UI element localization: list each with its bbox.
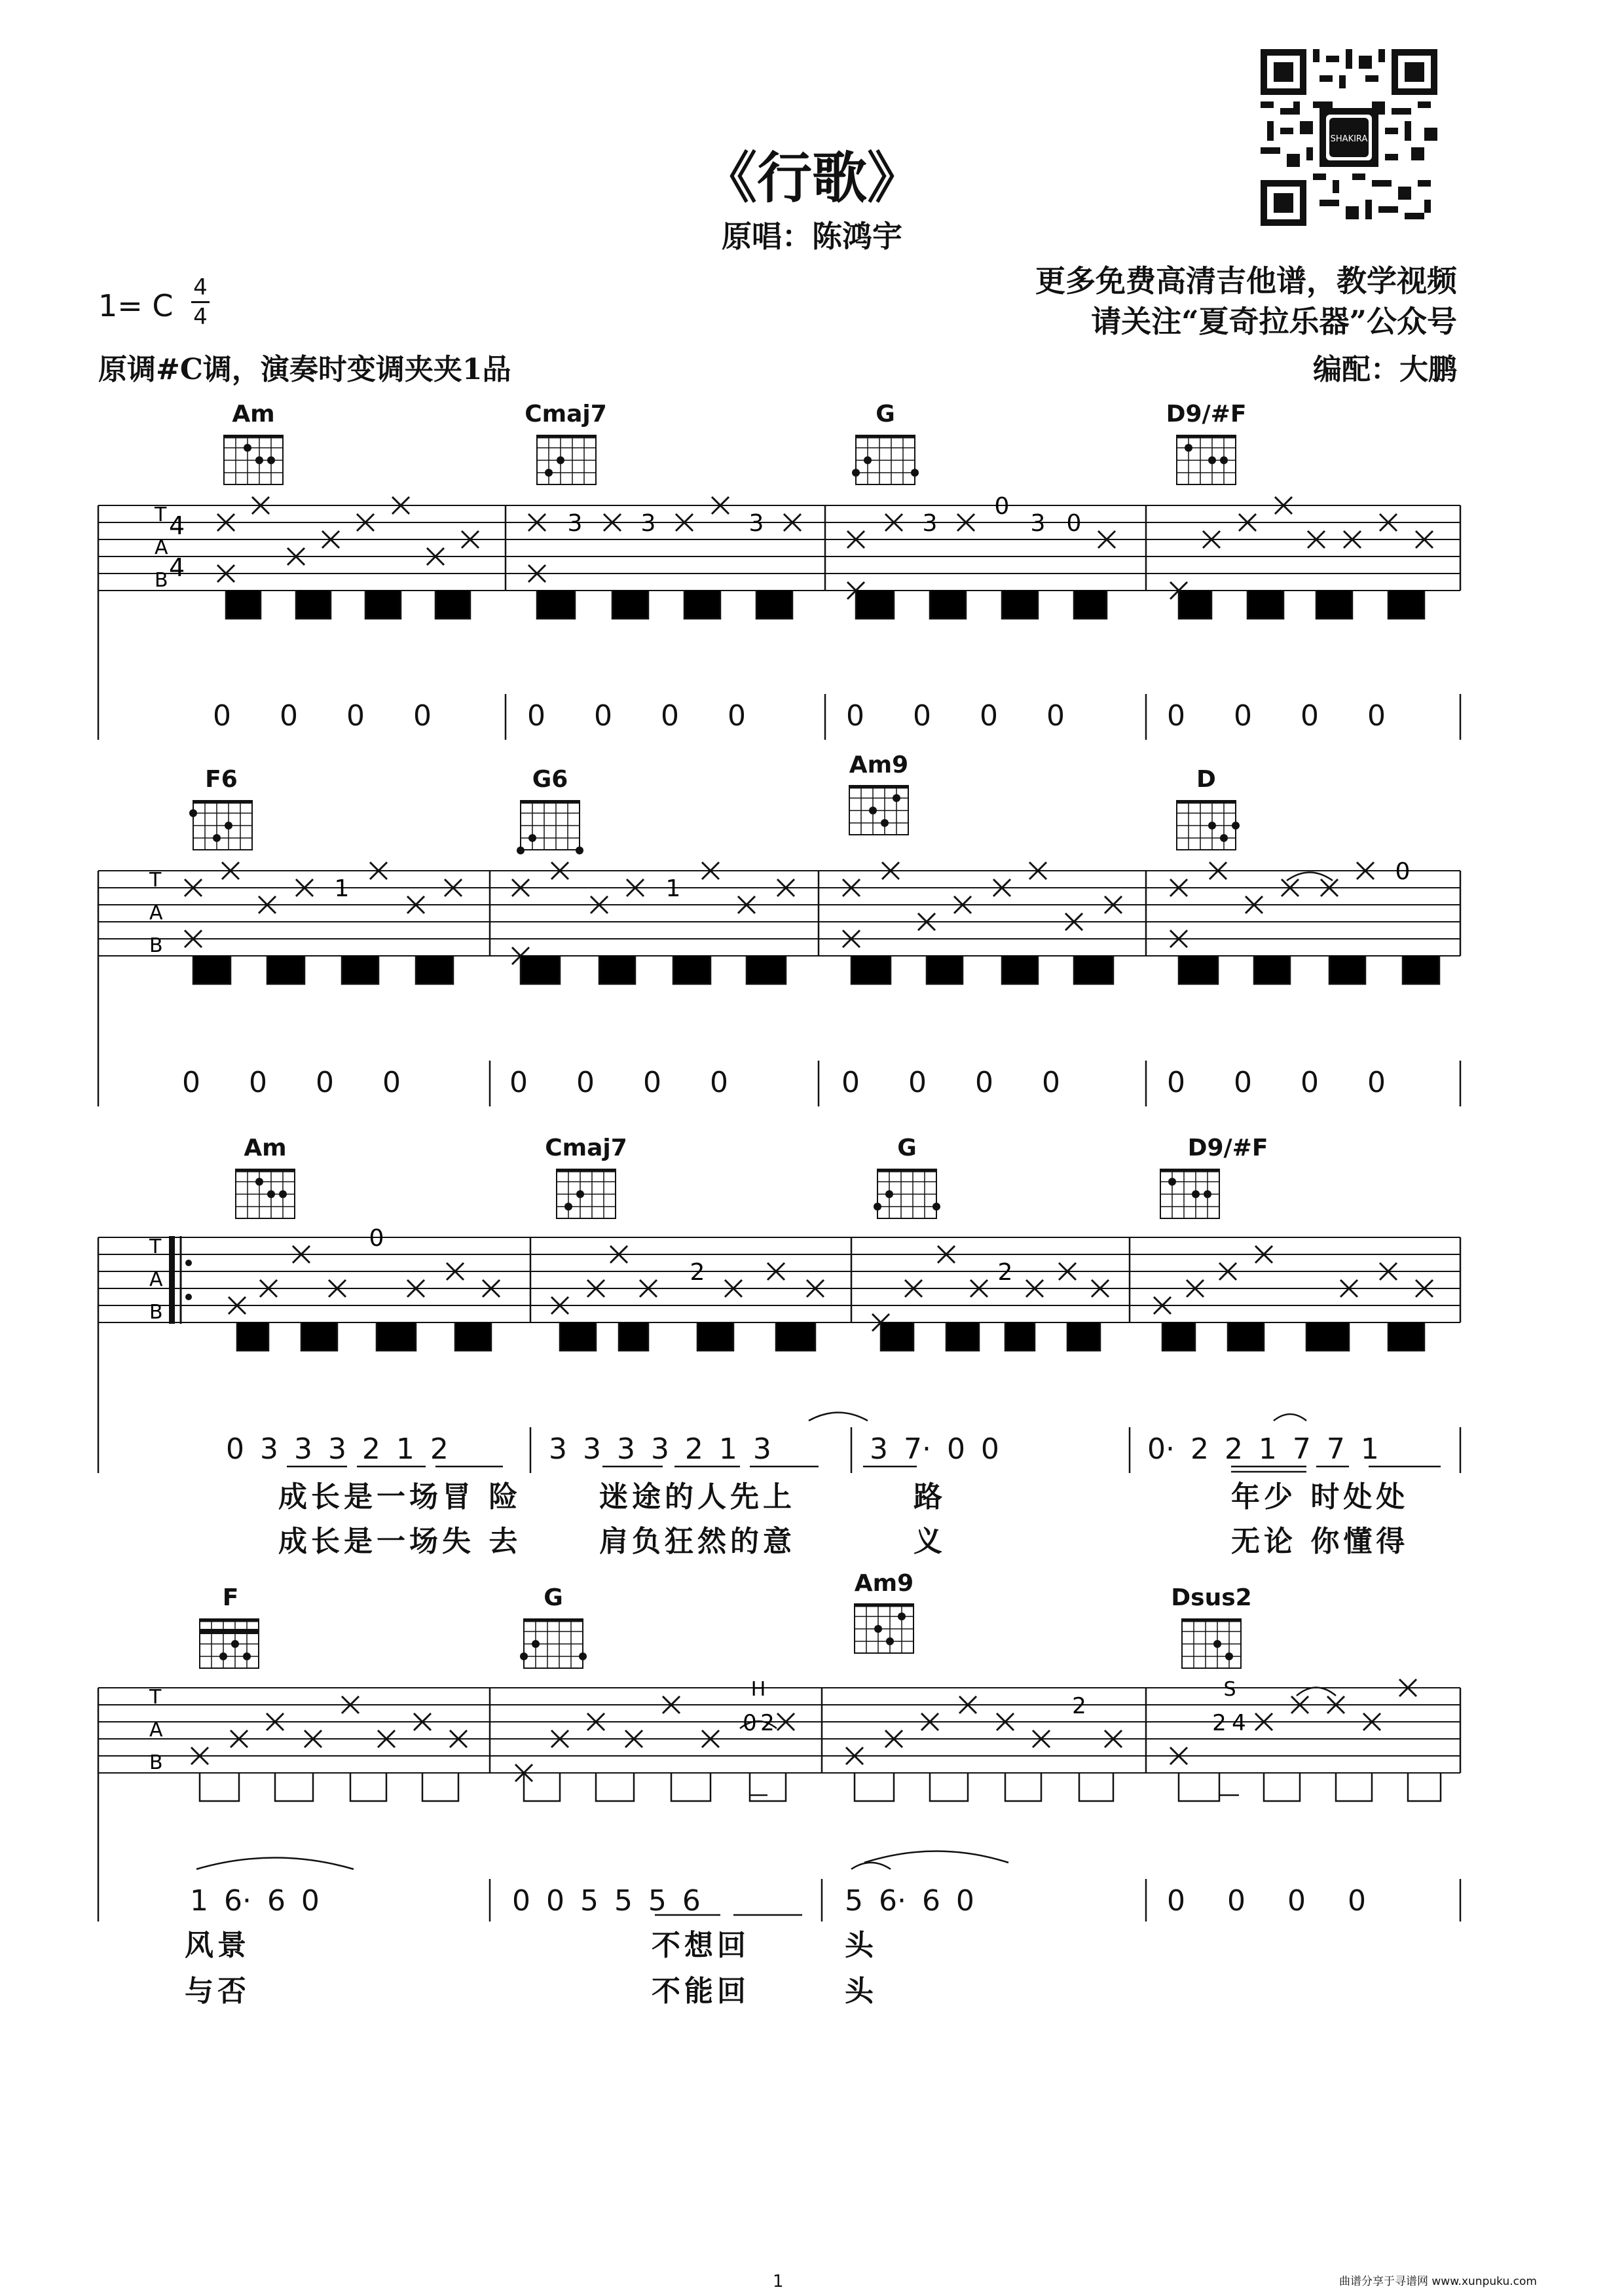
chord-label: D9/#F (1187, 1135, 1268, 1161)
tab-letter-t: T (149, 1686, 162, 1709)
tab-letter-b: B (149, 1751, 163, 1774)
jianpu-measure: 1 6· 6 0 (190, 1884, 320, 1918)
hammer-on-label: H (750, 1678, 766, 1701)
original-artist: 原唱：陈鸿宇 (722, 219, 902, 254)
chord-label: Am (244, 1135, 287, 1161)
tab-clef (154, 503, 185, 592)
chord-label: G (876, 401, 895, 428)
fret-number: 0 (369, 1225, 384, 1252)
promo-line-1: 更多免费高清吉他谱，教学视频 (1035, 263, 1457, 299)
lyric-line-2: 肩负狂然的意 (599, 1525, 796, 1558)
jianpu-measure: 3 7· 0 0 (870, 1432, 999, 1466)
chord-label: D9/#F (1166, 401, 1247, 428)
tab-letter-t: T (149, 869, 162, 892)
key-signature: 1= C (98, 288, 174, 323)
fret-number: 2 (1072, 1693, 1086, 1719)
lyric-line-2: 无论 你懂得 (1231, 1525, 1409, 1558)
tab-letter-t: T (155, 503, 167, 526)
staff-time-bottom: 4 (169, 553, 185, 582)
arranger-credit: 编配：大鹏 (1313, 353, 1457, 386)
chord-label: Cmaj7 (545, 1135, 627, 1161)
chord-label: G (544, 1584, 563, 1611)
lyric-line-2: 头 (845, 1975, 877, 2008)
slide-label: S (1223, 1678, 1236, 1701)
repeat-sign (169, 1236, 192, 1324)
jianpu-measure: 0 0 5 5 5 6 (512, 1884, 701, 1918)
tab-letter-a: A (149, 1719, 163, 1741)
jianpu-measure: 0· 2 2 1 7 7 1 (1147, 1432, 1379, 1466)
jianpu-measure: 3 3 3 3 2 1 3 (549, 1432, 771, 1466)
fret-number: 3 (1030, 510, 1046, 537)
chord-label: G6 (532, 766, 568, 793)
fret-number: 2 (997, 1259, 1013, 1286)
fret-number: 3 (748, 510, 764, 537)
jianpu-measure: 0 0 0 0 (213, 699, 432, 733)
rhythm-stems (226, 591, 1424, 619)
chord-label: F6 (205, 766, 238, 793)
jianpu-measure: 0 0 0 0 (182, 1066, 401, 1099)
tab-staff-lines (98, 1237, 1460, 1322)
time-signature-top: 4 (193, 274, 208, 301)
fret-number: 4 (1232, 1710, 1246, 1736)
tab-staff-lines (98, 505, 1460, 591)
fret-number: 0 (994, 493, 1010, 520)
lyric-line-1: 风景 (185, 1929, 250, 1962)
jianpu-measure: 5 6· 6 0 (845, 1884, 974, 1918)
promo-line-2: 请关注“夏奇拉乐器”公众号 (1091, 304, 1457, 339)
jianpu-measure: 0 0 0 0 (527, 699, 746, 733)
tab-letter-b: B (149, 1301, 163, 1324)
tab-letter-a: A (149, 902, 163, 924)
lyric-line-1: 成长是一场冒 险 (278, 1480, 522, 1514)
fret-number: 3 (922, 510, 938, 537)
lyric-line-2: 不能回 (652, 1975, 750, 2008)
fret-number: 2 (760, 1710, 775, 1736)
chord-label: Cmaj7 (525, 401, 607, 428)
jianpu-measure: 0 0 0 0 (1167, 699, 1386, 733)
fret-number: 2 (1212, 1710, 1227, 1736)
page-number: 1 (773, 2272, 784, 2291)
footer-watermark: 曲谱分享于寻谱网 www.xunpuku.com (1339, 2275, 1537, 2288)
fret-number: 1 (334, 875, 350, 902)
tab-letter-t: T (149, 1235, 162, 1258)
lyric-line-1: 年少 时处处 (1231, 1480, 1409, 1514)
chord-label: Dsus2 (1171, 1584, 1252, 1611)
fret-number: 0 (743, 1710, 757, 1736)
staff-time-top: 4 (169, 511, 185, 540)
chord-label: Am (232, 401, 275, 428)
tab-staff-lines (98, 871, 1460, 956)
tab-letter-b: B (155, 569, 168, 592)
fret-number: 0 (1395, 858, 1411, 885)
fret-number: 3 (640, 510, 656, 537)
jianpu-measure: 0 0 0 0 (509, 1066, 728, 1099)
chord-label: D (1196, 766, 1216, 793)
lyric-line-1: 头 (845, 1929, 877, 1962)
jianpu-measure: 0 3 3 3 2 1 2 (226, 1432, 449, 1466)
time-signature-bottom: 4 (193, 304, 208, 330)
song-title: 《行歌》 (701, 145, 922, 210)
chord-label: F (222, 1584, 239, 1611)
tab-letter-a: A (149, 1268, 163, 1291)
lyric-line-2: 成长是一场失 去 (278, 1525, 522, 1558)
jianpu-measure: 0 0 0 0 (1167, 1066, 1386, 1099)
chord-label: G (897, 1135, 917, 1161)
tab-fret-numbers (743, 1678, 1246, 1736)
fret-number: 3 (567, 510, 583, 537)
qr-logo-text: SHAKIRA (1330, 134, 1368, 144)
fret-number: 2 (690, 1259, 705, 1286)
tab-fret-numbers (335, 858, 1411, 902)
capo-instruction: 原调#C调，演奏时变调夹夹1品 (98, 353, 511, 386)
chord-label: Am9 (849, 752, 909, 778)
chord-label: Am9 (854, 1570, 914, 1597)
tab-letter-b: B (149, 934, 163, 957)
lyric-line-1: 迷途的人先上 (599, 1480, 796, 1514)
fret-number: 0 (1066, 510, 1082, 537)
lyric-line-2: 义 (913, 1525, 946, 1558)
tab-fret-numbers (369, 1225, 1013, 1286)
jianpu-measure: 0 0 0 0 (841, 1066, 1060, 1099)
lyric-line-1: 路 (913, 1480, 946, 1514)
jianpu-measure: 0 0 0 0 (846, 699, 1065, 733)
tab-letter-a: A (155, 536, 168, 559)
tab-x-notes (185, 862, 1374, 964)
lyric-line-2: 与否 (185, 1975, 250, 2008)
jianpu-measure: 0 0 0 0 (1167, 1884, 1366, 1918)
fret-number: 1 (665, 875, 681, 902)
lyric-line-1: 不想回 (652, 1929, 750, 1962)
